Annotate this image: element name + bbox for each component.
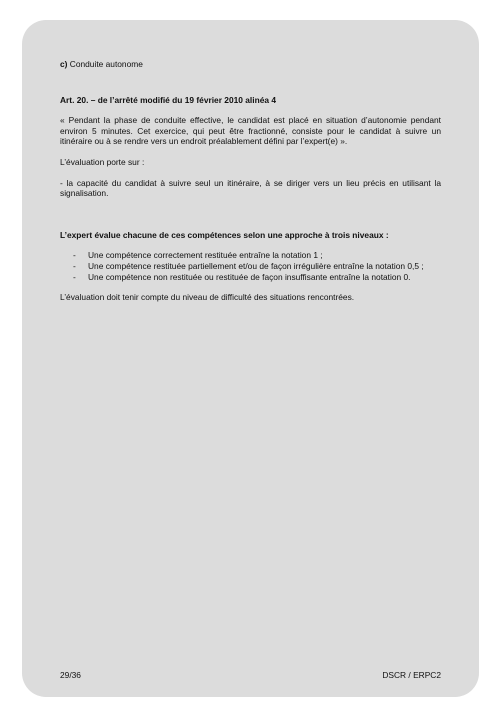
level-item bbox=[60, 261, 441, 272]
section-heading bbox=[60, 59, 441, 70]
article-title: Art. 20. – de l’arrêté modifié du 19 février 2010 alinéa 4 bbox=[60, 94, 276, 105]
level-text: Une compétence correctement restituée entraîne la notation 1 ; bbox=[88, 250, 323, 261]
levels-list bbox=[60, 250, 441, 282]
document-content bbox=[60, 59, 441, 303]
evaluation-intro: L’évaluation porte sur : bbox=[60, 156, 145, 167]
list-dash: - bbox=[73, 250, 76, 261]
level-text: Une compétence non restituée ou restituée de façon insuffisante entraîne la notation 0. bbox=[88, 271, 411, 282]
closing-paragraph: L’évaluation doit tenir compte du niveau de difficulté des situations rencontrées. bbox=[60, 292, 355, 303]
list-dash: - bbox=[73, 271, 76, 282]
section-title: Conduite autonome bbox=[69, 59, 143, 69]
article-quote: « Pendant la phase de conduite effective, le candidat est placé en situation d’autonomie pendant environ 5 minutes. Cet exercice, qui peut être fractionné, consiste pour le candidat à suivre un itinéraire ou à se rendre vers un endroit préalablement défini par l’expert(e) ». bbox=[60, 115, 441, 147]
evaluation-item: - la capacité du candidat à suivre seul un itinéraire, à se diriger vers un lieu précis en utilisant la signalisation. bbox=[60, 177, 441, 199]
section-letter: c) bbox=[60, 59, 68, 69]
page-number: 29/36 bbox=[60, 670, 81, 680]
level-text: Une compétence restituée partiellement et/ou de façon irrégulière entraîne la notation 0,5 ; bbox=[88, 260, 424, 271]
level-item bbox=[60, 250, 441, 261]
list-dash: - bbox=[73, 260, 76, 271]
expert-heading: L’expert évalue chacune de ces compétences selon une approche à trois niveaux : bbox=[60, 229, 389, 240]
level-item bbox=[60, 272, 441, 283]
document-reference: DSCR / ERPC2 bbox=[382, 670, 441, 680]
